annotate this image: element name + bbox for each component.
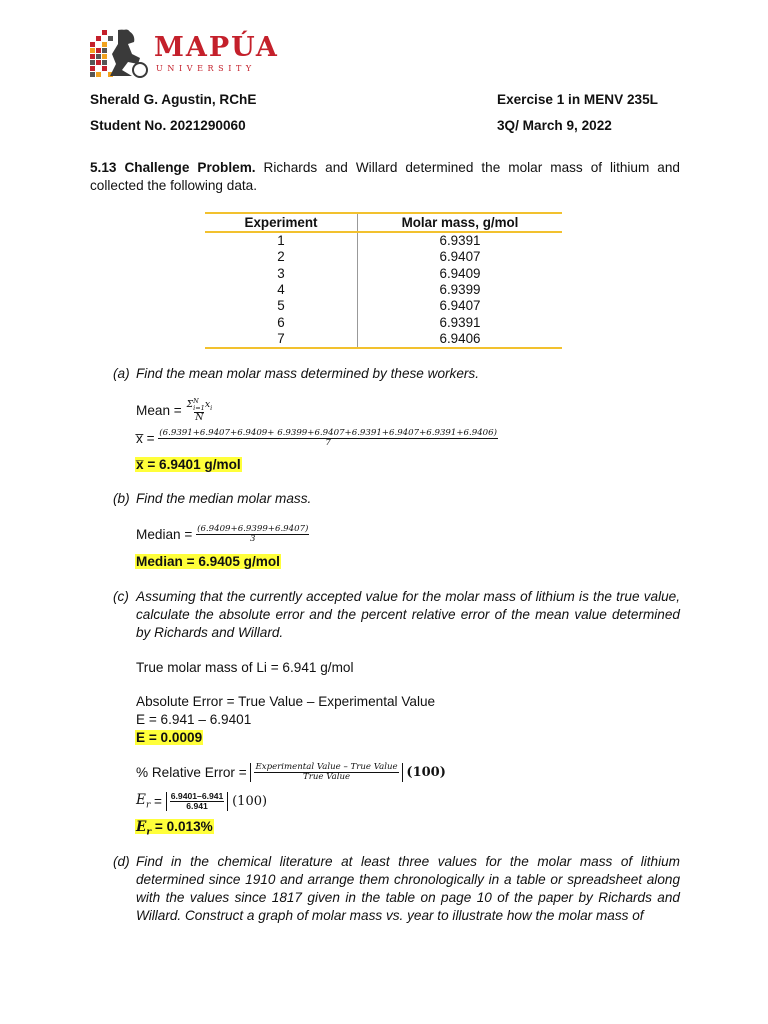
table-header-molar-mass: Molar mass, g/mol bbox=[358, 213, 563, 232]
exercise-title: Exercise 1 in MENV 235L bbox=[497, 92, 658, 107]
table-cell: 2 bbox=[205, 249, 358, 265]
relative-error-fraction bbox=[254, 763, 398, 782]
table-cell: 6.9407 bbox=[439, 298, 481, 314]
table-cell: 4 bbox=[205, 282, 358, 298]
absolute-error-calc: E = 6.941 – 6.9401 bbox=[136, 712, 252, 727]
table-cell: 3 bbox=[205, 266, 358, 282]
relative-error-label: % Relative Error = bbox=[136, 765, 247, 781]
table-row bbox=[205, 314, 562, 330]
median-numerator: (6.9409+6.9399+6.9407) bbox=[197, 524, 309, 534]
xbar-fraction bbox=[158, 429, 498, 448]
er-symbol bbox=[136, 792, 151, 811]
sum-upper: N bbox=[193, 397, 199, 405]
xbar-denominator: 7 bbox=[158, 438, 498, 448]
table-row bbox=[205, 331, 562, 348]
xbar-label: x̅ = bbox=[136, 431, 155, 447]
part-a-label: (a) bbox=[113, 366, 130, 381]
true-molar-mass: True molar mass of Li = 6.941 g/mol bbox=[136, 660, 354, 675]
part-c-label: (c) bbox=[113, 589, 129, 604]
er-abs bbox=[166, 792, 229, 811]
table-row bbox=[205, 266, 562, 282]
relative-error-formula bbox=[136, 763, 446, 782]
table-cell: 6 bbox=[205, 314, 358, 330]
xbar-formula bbox=[136, 429, 498, 448]
table-cell: 6.9407 bbox=[439, 249, 481, 265]
median-label: Median = bbox=[136, 527, 193, 543]
table-row bbox=[205, 282, 562, 298]
median-answer bbox=[135, 554, 281, 569]
er-answer-letter: E bbox=[136, 819, 147, 835]
relative-error-denominator: True Value bbox=[254, 772, 398, 782]
relative-error-abs bbox=[250, 763, 402, 782]
sum-variable-subscript: i bbox=[210, 403, 213, 412]
absolute-error-highlight: E = 0.0009 bbox=[136, 730, 203, 745]
problem-statement bbox=[90, 159, 680, 195]
median-answer-highlight: Median = 6.9405 g/mol bbox=[136, 554, 280, 569]
problem-title: 5.13 Challenge Problem. bbox=[90, 160, 256, 175]
er-answer bbox=[135, 819, 214, 838]
table-cell: 5 bbox=[205, 298, 358, 314]
relative-error-numerator: Experimental Value – True Value bbox=[255, 762, 398, 772]
table-header-experiment: Experiment bbox=[205, 213, 358, 232]
mean-numerator bbox=[186, 398, 214, 412]
table-row bbox=[205, 298, 562, 314]
mean-answer-highlight: x̅ = 6.9401 g/mol bbox=[136, 457, 241, 472]
logo-emblem-icon bbox=[88, 24, 152, 82]
logo-name: MAPÚA bbox=[154, 32, 279, 63]
median-fraction bbox=[196, 525, 309, 544]
table-cell: 1 bbox=[205, 232, 358, 249]
mean-fraction bbox=[186, 398, 214, 423]
table-cell: 6.9406 bbox=[358, 331, 563, 348]
er-answer-highlight bbox=[135, 819, 214, 838]
student-number: Student No. 2021290060 bbox=[90, 118, 246, 133]
mean-answer bbox=[135, 457, 242, 472]
er-subscript: r bbox=[145, 800, 151, 811]
er-equals: = bbox=[150, 794, 162, 810]
problem-text: Richards and Willard determined the molar mass of lithium and collected the following data. bbox=[90, 160, 680, 193]
table-cell: 7 bbox=[205, 331, 358, 348]
er-numerator: 6.9401–6.941 bbox=[170, 791, 224, 801]
absolute-error-answer bbox=[135, 730, 203, 745]
part-b-question: Find the median molar mass. bbox=[136, 491, 312, 506]
er-factor: (100) bbox=[232, 794, 268, 810]
median-denominator: 3 bbox=[196, 534, 309, 544]
er-formula bbox=[136, 792, 267, 811]
part-b-label: (b) bbox=[113, 491, 130, 506]
er-fraction bbox=[170, 792, 225, 811]
er-letter: E bbox=[136, 792, 146, 809]
er-answer-value: = 0.013% bbox=[151, 819, 213, 834]
author-name: Sherald G. Agustin, RChE bbox=[90, 92, 257, 107]
table-cell: 6.9399 bbox=[439, 282, 481, 298]
table-cell: 6.9391 bbox=[439, 314, 481, 330]
part-d-label: (d) bbox=[113, 854, 130, 869]
er-answer-subscript: r bbox=[146, 827, 152, 838]
mean-denominator: N bbox=[195, 411, 204, 423]
er-denominator: 6.941 bbox=[170, 801, 225, 811]
absolute-error-formula: Absolute Error = True Value – Experimental Value bbox=[136, 694, 436, 709]
table-cell: 6.9391 bbox=[439, 233, 481, 249]
data-table bbox=[205, 212, 562, 349]
logo-subtitle: UNIVERSITY bbox=[156, 64, 256, 73]
table-cell: 6.9409 bbox=[439, 265, 481, 281]
part-d-text: Find in the chemical literature at least three values for the molar mass of lithium determined since 1910 and arrange them chronologically in a table or spreadsheet along with the values since 1817 given in the table on page 10 of the paper by Richards and Willard. Construct a graph of molar mass vs. year to illustrate how the molar mass of bbox=[136, 854, 680, 923]
table-row bbox=[205, 232, 562, 249]
sum-variable: x bbox=[204, 399, 211, 410]
university-logo bbox=[88, 24, 279, 84]
xbar-numerator: (6.9391+6.9407+6.9409+ 6.9399+6.9407+6.9391+6.9407+6.9391+6.9406) bbox=[159, 428, 497, 438]
median-formula bbox=[136, 525, 309, 544]
relative-error-factor: (100) bbox=[406, 765, 446, 781]
part-c-question: Assuming that the currently accepted value for the molar mass of lithium is the true value, calculate the absolute error and the percent relative error of the mean value determined by Richards and Willard. bbox=[136, 589, 680, 640]
part-a-question: Find the mean molar mass determined by these workers. bbox=[136, 366, 480, 381]
mean-formula bbox=[136, 398, 213, 423]
sum-symbol: Σ bbox=[186, 399, 194, 410]
mean-label: Mean = bbox=[136, 402, 182, 418]
exercise-date: 3Q/ March 9, 2022 bbox=[497, 118, 612, 133]
sum-lower: i=1 bbox=[193, 403, 205, 412]
table-row bbox=[205, 249, 562, 265]
